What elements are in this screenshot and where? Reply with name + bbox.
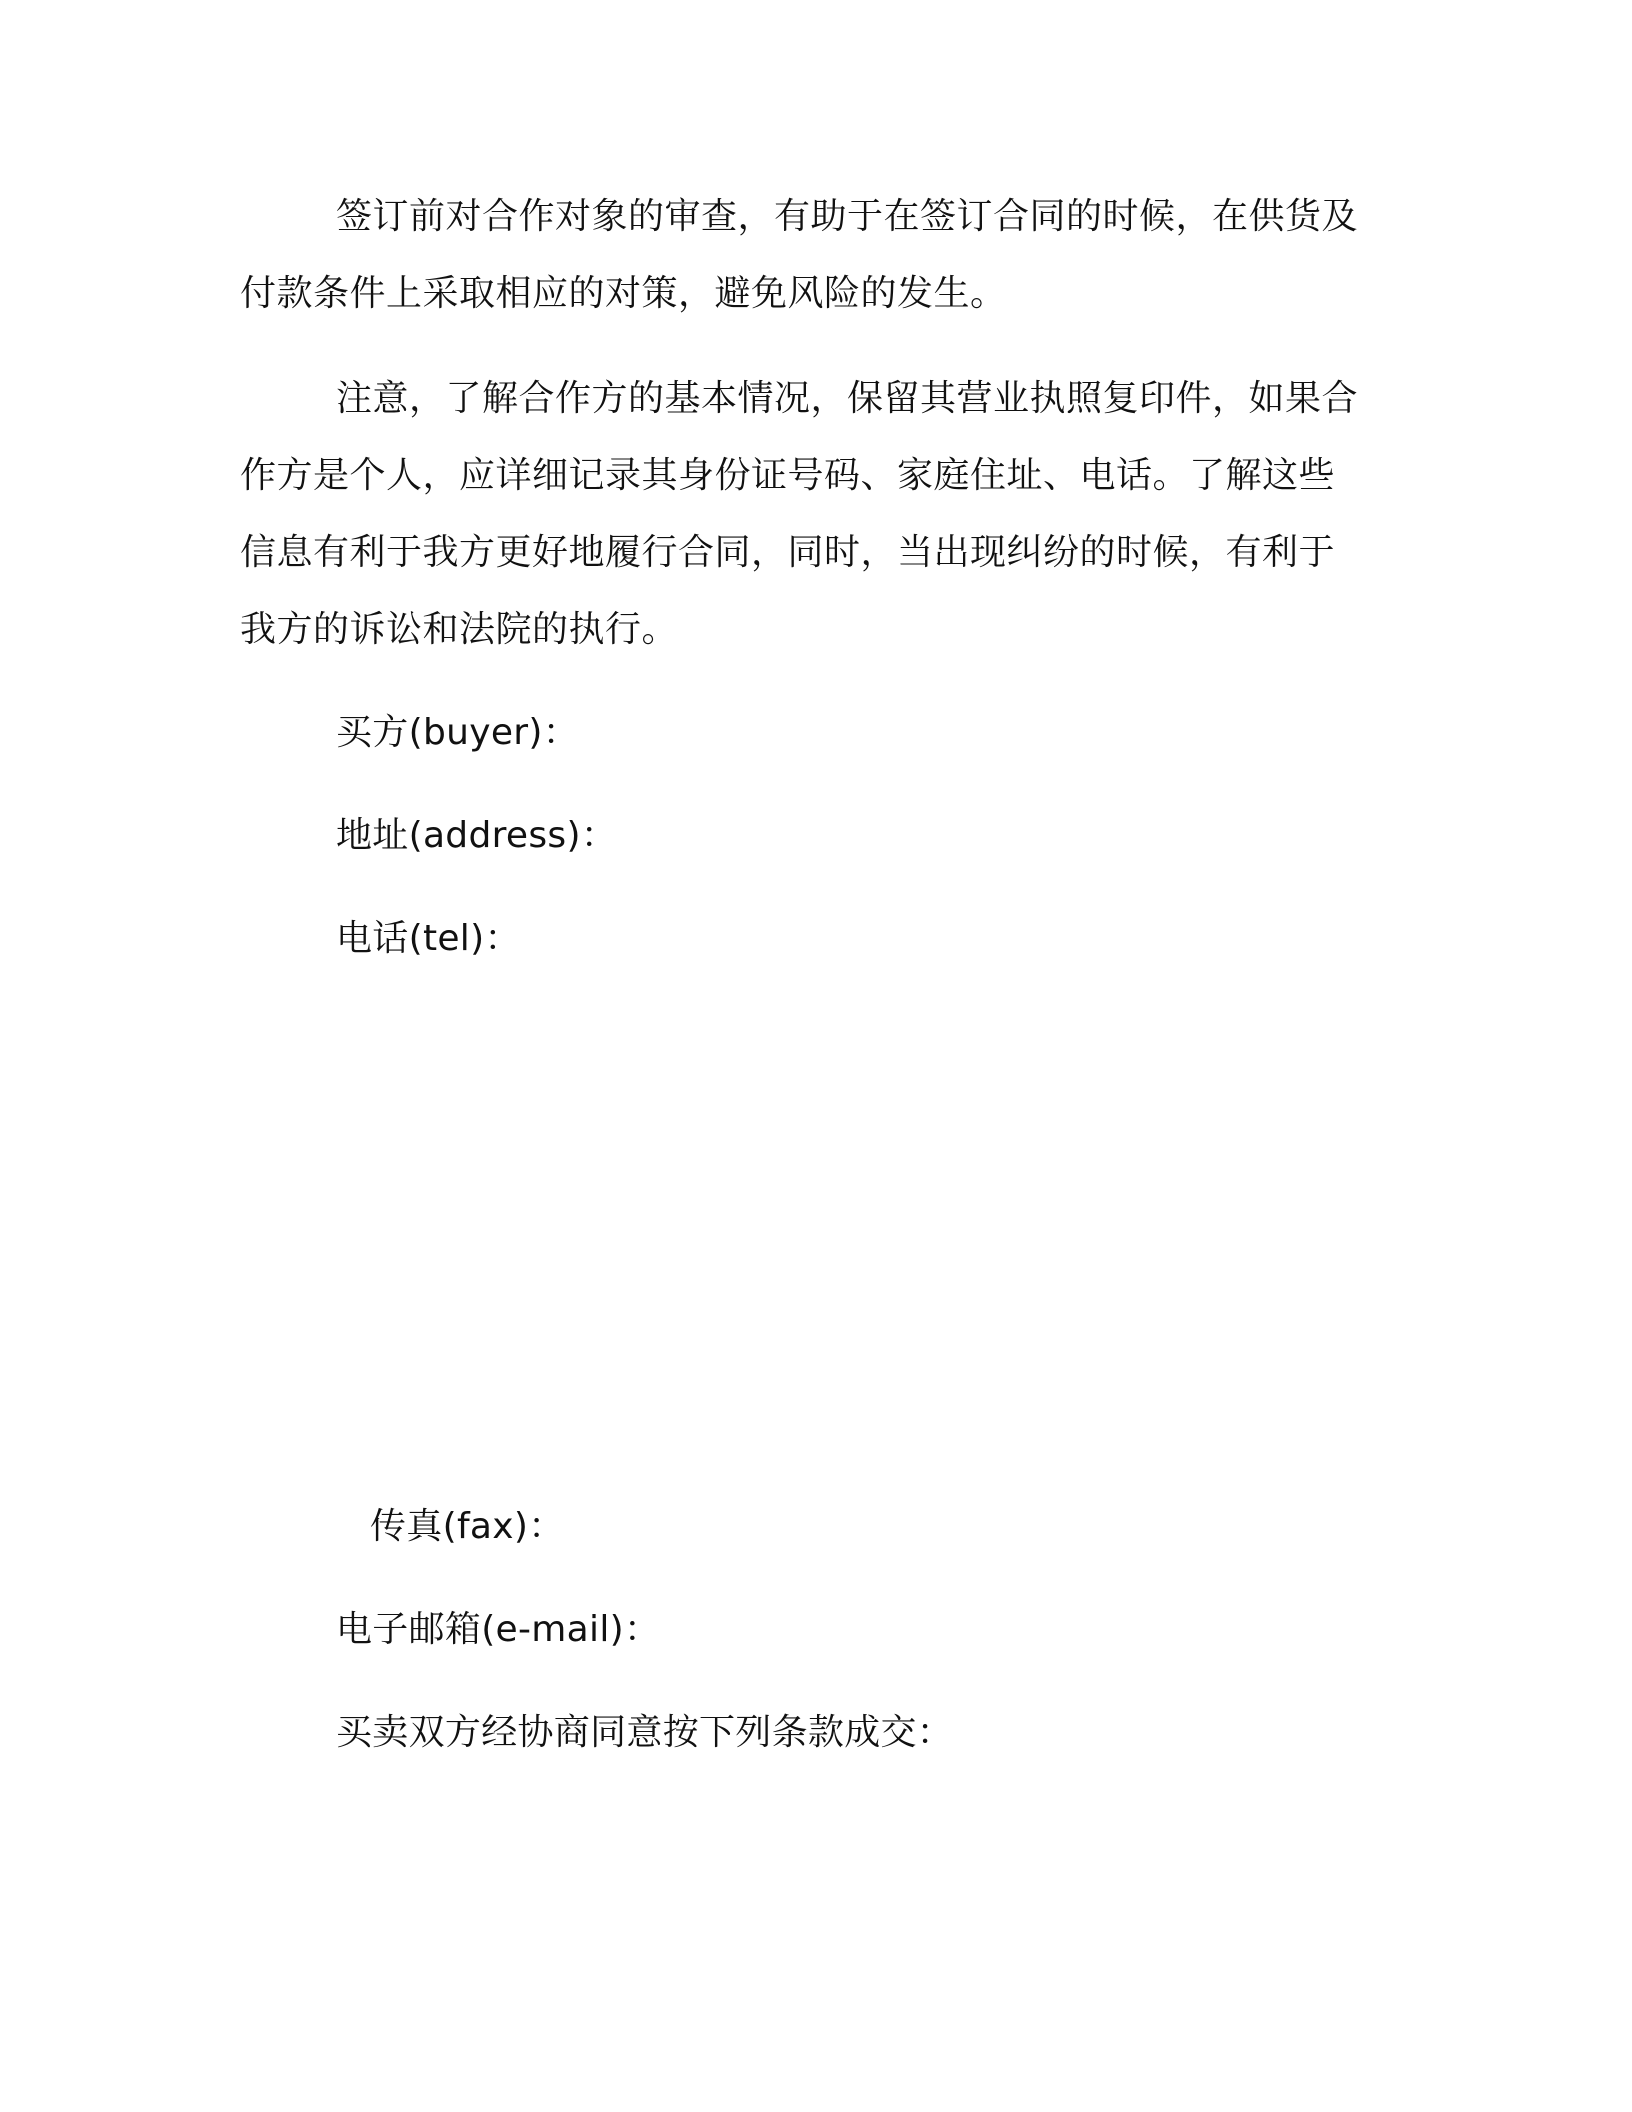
field-tel: 电话(tel)： [336, 918, 521, 959]
paragraph-notice: 注意，了解合作方的基本情况，保留其营业执照复印件，如果合作方是个人，应详细记录其身份证号码、家庭住址、电话。了解这些信息有利于我方更好地履行合同，同时，当出现纠纷的时候，有利于我方的诉讼和法院的执行。 [240, 378, 1359, 650]
field-buyer: 买方(buyer)： [336, 712, 580, 753]
field-email: 电子邮箱(e-mail)： [336, 1609, 661, 1650]
field-fax: 传真(fax)： [370, 1506, 565, 1547]
field-terms: 买卖双方经协商同意按下列条款成交： [336, 1712, 954, 1753]
field-address: 地址(address)： [336, 815, 618, 856]
paragraph-review: 签订前对合作对象的审查，有助于在签订合同的时候，在供货及付款条件上采取相应的对策，避免风险的发生。 [240, 196, 1359, 314]
